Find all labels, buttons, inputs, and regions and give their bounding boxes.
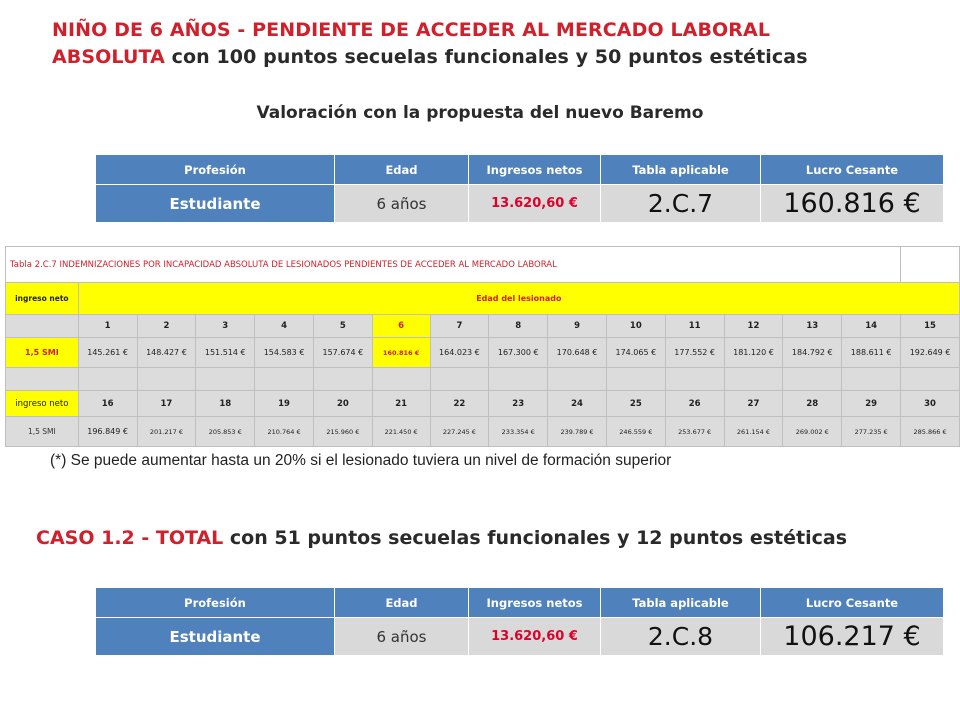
section-subtitle: Valoración con la propuesta del nuevo Baremo: [256, 103, 704, 123]
header-ingresos: Ingresos netos: [469, 588, 601, 618]
age-cell: 2: [137, 315, 196, 338]
value-cell: 174.065 €: [606, 338, 665, 368]
ages-row-2: [6, 391, 960, 417]
value-cell: 192.649 €: [901, 338, 960, 368]
caption-row: [6, 247, 960, 283]
value-cell: 205.853 €: [196, 417, 255, 447]
header-lucro: Lucro Cesante: [761, 588, 944, 618]
cell-edad: 6 años: [335, 185, 469, 223]
age-cell: 22: [430, 391, 489, 417]
cell-profesion: Estudiante: [96, 185, 335, 223]
header-edad: Edad: [335, 588, 469, 618]
age-cell: 20: [313, 391, 372, 417]
value-cell: 188.611 €: [842, 338, 901, 368]
summary-header-row: [96, 155, 944, 185]
value-cell: 221.450 €: [372, 417, 430, 447]
spacer-row: [6, 368, 960, 391]
header-ingresos: Ingresos netos: [469, 155, 601, 185]
age-cell: 5: [313, 315, 372, 338]
title-line1: NIÑO DE 6 AÑOS - PENDIENTE DE ACCEDER AL MERCADO LABORAL: [52, 19, 771, 41]
value-cell: 196.849 €: [78, 417, 137, 447]
title-points: con 100 puntos secuelas funcionales y 50 puntos estéticas: [164, 46, 808, 68]
cell-profesion: Estudiante: [96, 618, 335, 656]
values-row-2: [6, 417, 960, 447]
value-cell: 167.300 €: [489, 338, 548, 368]
indemnity-table: [5, 246, 960, 447]
cell-ingresos: 13.620,60 €: [469, 185, 601, 223]
value-cell: 181.120 €: [724, 338, 783, 368]
value-cell: 170.648 €: [548, 338, 607, 368]
ages-row-1: [6, 315, 960, 338]
value-cell: 269.002 €: [783, 417, 842, 447]
age-cell: 23: [489, 391, 548, 417]
value-cell: 215.960 €: [313, 417, 372, 447]
age-cell: 14: [842, 315, 901, 338]
value-cell: 227.245 €: [430, 417, 489, 447]
value-cell: 164.023 €: [430, 338, 489, 368]
age-cell: 30: [901, 391, 960, 417]
age-cell: 15: [901, 315, 960, 338]
summary-data-row: [96, 618, 944, 656]
footnote: (*) Se puede aumentar hasta un 20% si el lesionado tuviera un nivel de formación superior: [50, 452, 672, 469]
value-cell: 154.583 €: [255, 338, 314, 368]
value-cell: 157.674 €: [313, 338, 372, 368]
age-cell: 10: [606, 315, 665, 338]
cell-lucro: 106.217 €: [761, 618, 944, 656]
age-cell: 8: [489, 315, 548, 338]
header-edad: Edad: [335, 155, 469, 185]
age-cell: 4: [255, 315, 314, 338]
title-absoluta: ABSOLUTA: [52, 46, 165, 68]
value-cell: 285.866 €: [901, 417, 960, 447]
case-title: [36, 527, 847, 549]
age-cell: 1: [78, 315, 137, 338]
value-cell: 246.559 €: [606, 417, 665, 447]
cell-ingresos: 13.620,60 €: [469, 618, 601, 656]
age-cell: 3: [196, 315, 255, 338]
age-cell: 28: [783, 391, 842, 417]
age-cell: 9: [548, 315, 607, 338]
value-cell: 277.235 €: [842, 417, 901, 447]
header-lucro: Lucro Cesante: [761, 155, 944, 185]
age-cell: 13: [783, 315, 842, 338]
summary-table-total: [95, 587, 944, 656]
case-description: con 51 puntos secuelas funcionales y 12 puntos estéticas: [223, 527, 848, 549]
smi-label-2: 1,5 SMI: [6, 417, 79, 447]
age-cell: 19: [255, 391, 314, 417]
value-cell: 184.792 €: [783, 338, 842, 368]
value-cell: 261.154 €: [724, 417, 783, 447]
age-cell: 24: [548, 391, 607, 417]
cell-tabla: 2.C.8: [601, 618, 761, 656]
case-label: CASO 1.2 - TOTAL: [36, 527, 224, 549]
edad-label: Edad del lesionado: [78, 283, 959, 315]
age-cell: 25: [606, 391, 665, 417]
values-row-1: [6, 338, 960, 368]
age-cell: 29: [842, 391, 901, 417]
value-cell: 177.552 €: [665, 338, 724, 368]
value-cell: 145.261 €: [78, 338, 137, 368]
value-cell: 210.764 €: [255, 417, 314, 447]
smi-label: 1,5 SMI: [6, 338, 79, 368]
age-cell: 21: [372, 391, 430, 417]
age-cell: 16: [78, 391, 137, 417]
value-cell: 233.354 €: [489, 417, 548, 447]
header-tabla: Tabla aplicable: [601, 588, 761, 618]
header-profesion: Profesión: [96, 588, 335, 618]
table-caption: Tabla 2.C.7 INDEMNIZACIONES POR INCAPACIDAD ABSOLUTA DE LESIONADOS PENDIENTES DE ACCEDER AL MERCADO LABORAL: [6, 247, 901, 283]
value-cell-highlight: 160.816 €: [372, 338, 430, 368]
value-cell: 239.789 €: [548, 417, 607, 447]
header-profesion: Profesión: [96, 155, 335, 185]
summary-data-row: [96, 185, 944, 223]
cell-tabla: 2.C.7: [601, 185, 761, 223]
header-tabla: Tabla aplicable: [601, 155, 761, 185]
summary-table-absoluta: [95, 154, 944, 223]
cell-edad: 6 años: [335, 618, 469, 656]
age-cell: 26: [665, 391, 724, 417]
edad-label-row: [6, 283, 960, 315]
page-title: [52, 17, 932, 71]
ingreso-label-2: ingreso neto: [6, 391, 79, 417]
age-cell: 12: [724, 315, 783, 338]
age-cell: 11: [665, 315, 724, 338]
age-cell: 17: [137, 391, 196, 417]
value-cell: 148.427 €: [137, 338, 196, 368]
value-cell: 151.514 €: [196, 338, 255, 368]
cell-lucro: 160.816 €: [761, 185, 944, 223]
ingreso-label: ingreso neto: [6, 283, 79, 315]
age-cell: 7: [430, 315, 489, 338]
summary-header-row: [96, 588, 944, 618]
value-cell: 201.217 €: [137, 417, 196, 447]
value-cell: 253.677 €: [665, 417, 724, 447]
age-cell: 27: [724, 391, 783, 417]
age-cell-highlight: 6: [372, 315, 430, 338]
age-cell: 18: [196, 391, 255, 417]
